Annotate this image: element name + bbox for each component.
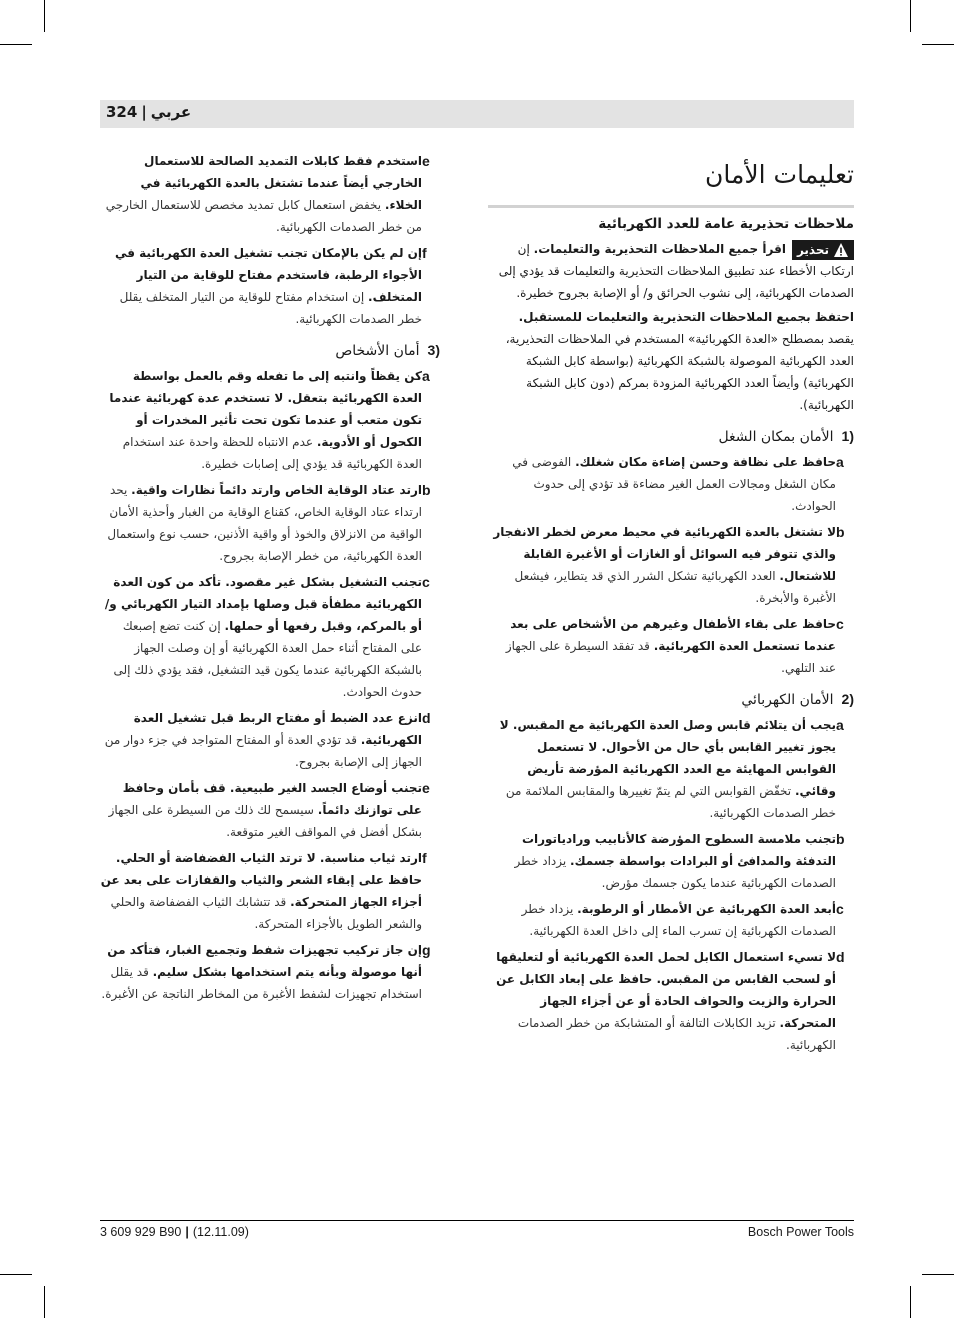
item-bold: تجنب ملامسة السطوح المؤرضة كالأنابيب ورادياتورات التدفئة والمدافئ أو البرادات بواسطة جسمك. xyxy=(521,832,836,868)
header-separator: | xyxy=(141,103,147,121)
item-bold: انزع عدد الضبط أو مفتاح الربط قبل تشغيل العدة الكهربائية. xyxy=(133,711,422,747)
item-bold: تجنب أوضاع الجسد الغير طبيعية. قف بأمان وحافظ على توازنك دائماً. xyxy=(122,781,422,817)
item-letter: g xyxy=(422,942,431,958)
item-text xyxy=(100,365,422,475)
list-item xyxy=(100,571,440,703)
section-number: 2) xyxy=(841,691,854,707)
item-bold: إن جاز تركيب تجهيزات شفط وتجميع الغبار، فتأكد من أنها موصولة وبأنه يتم استخدامها بشكل سليم. xyxy=(107,943,422,979)
list-item xyxy=(100,707,440,773)
item-text xyxy=(100,571,422,703)
item-bold: كن يقظاً وانتبه إلى ما تفعله وقم بالعمل بواسطة العدة الكهربائية بتعقل. لا تستخدم عدة كهربائية عندما تكون متعب أو عندما تكون تحت تأثير المخدرات أو الكحول أو الأدوية. xyxy=(109,369,422,449)
crop-mark xyxy=(44,0,45,32)
footer-doc-info xyxy=(100,1225,249,1239)
item-letter: a xyxy=(836,717,844,733)
section-number: 1) xyxy=(841,428,854,444)
definition-text: يقصد بمصطلح «العدة الكهربائية» المستخدم في الملاحظات التحذيرية، العدد الكهربائية الموصولة بالشبكة الكهربائية (بواسطة كابل الشبكة الكهربائية) وأيضاً العدد الكهربائية المزودة بمركم (دون كابل الشبكة الكهربائية). xyxy=(505,332,854,412)
list-item xyxy=(100,847,440,935)
item-text xyxy=(488,946,836,1056)
list-item xyxy=(488,714,854,824)
warning-paragraph xyxy=(488,238,854,304)
footer-divider xyxy=(100,1220,854,1221)
warning-badge-label: تحذير xyxy=(796,242,829,257)
item-letter: d xyxy=(836,949,845,965)
item-letter: a xyxy=(836,454,844,470)
section-heading-electrical xyxy=(488,691,854,708)
item-bold: يجب أن يتلائم قابس وصل العدة الكهربائية مع المقبس. لا يجوز تغيير القابس بأي حال من الأحوال. لا تستعمل القوابس المهايئة مع العدد الكهربائية المؤرضة تأريض وقائي. xyxy=(499,718,836,798)
page-title: تعليمات الأمان xyxy=(705,160,854,189)
item-plain: تخفّض القوابس التي لم يتمّ تغييرها والمقابس الملائمة من خطر الصدمات الكهربائية. xyxy=(505,784,836,820)
item-text xyxy=(100,939,422,1005)
crop-mark xyxy=(0,1274,32,1275)
doc-date: (12.11.09) xyxy=(192,1225,249,1239)
crop-mark xyxy=(922,44,954,45)
item-letter: c xyxy=(422,574,430,590)
item-plain: إن استخدام مفتاح للوقاية من التيار المتخلف يقلل خطر الصدمات الكهربائية. xyxy=(119,290,422,326)
section-title: الأمان بمكان الشغل xyxy=(718,429,834,445)
item-bold: استخدم فقط كابلات التمديد الصالحة للاستعمال الخارجي أيضاً عندما تشتغل بالعدة الكهربائية في الخلاء. xyxy=(140,154,422,212)
warning-text: إن ارتكاب الأخطاء عند تطبيق الملاحظات التحذيرية والتعليمات قد يؤدي إلى الصدمات الكهربائية، إلى نشوب الحرائق و/ أو الإصابة بجروح خطيرة. xyxy=(498,242,854,300)
list-item xyxy=(100,365,440,475)
crop-mark xyxy=(910,0,911,32)
item-bold: ارتد ثياب مناسبة. لا ترتد الثياب الفضفاضة أو الحلي. حافظ على إبقاء الشعر والثياب والقفازات على بعد عن أجزاء الجهاز المتحركة. xyxy=(100,851,422,909)
section-title: الأمان الكهربائي xyxy=(741,692,834,708)
warning-bold-text: اقرأ جميع الملاحظات التحذيرية والتعليمات. xyxy=(533,242,786,256)
list-item xyxy=(488,946,854,1056)
item-text xyxy=(100,707,422,773)
item-text xyxy=(100,150,422,238)
item-plain: يحد ارتداء عتاد الوقاية الخاص، كقناع الوقاية من الغبار وأحذية الأمان الواقية من الانزلاق والخوذ أو واقية الأذنين، حسب نوع واستعمال العدة الكهربائية، من خطر الإصابة بجروح. xyxy=(107,483,422,563)
item-letter: e xyxy=(422,153,430,169)
item-plain: عدم الانتباه للحظة واحدة عند استخدام العدة الكهربائية قد يؤدي إلى إصابات خطيرة. xyxy=(122,435,422,471)
list-item xyxy=(488,828,854,894)
item-bold: تجنب التشغيل بشكل غير مقصود. تأكد من كون العدة الكهربائية مطفأة قبل وصلها بإمداد التيار الكهربائي و/ أو بالمركم، وقبل رفعها أو حملها. xyxy=(104,575,422,633)
page-header-label xyxy=(106,103,191,121)
crop-mark xyxy=(910,1286,911,1318)
item-text xyxy=(100,242,422,330)
item-text xyxy=(100,847,422,935)
item-plain: قد يقلل استخدام تجهيزات لشفط الأغبرة من المخاطر الناتجة عن الأغبرة. xyxy=(101,965,422,1001)
left-column xyxy=(100,150,440,1009)
list-item xyxy=(100,479,440,567)
item-text xyxy=(488,613,836,679)
item-letter: a xyxy=(422,368,430,384)
item-letter: c xyxy=(836,901,844,917)
section-heading-personal-safety xyxy=(100,342,440,359)
list-item xyxy=(488,898,854,942)
item-bold: لا تشتغل بالعدة الكهربائية في محيط معرض لخطر الانفجار والذي تتوفر فيه السوائل أو الغازات أو الأغبرة القابلة للاشتعال. xyxy=(493,525,836,583)
list-item xyxy=(100,939,440,1005)
item-text xyxy=(100,479,422,567)
section-heading-work-area xyxy=(488,428,854,445)
list-item xyxy=(100,150,440,238)
item-plain: يزداد خطر الصدمات الكهربائية إن تسرب الماء إلى داخل العدة الكهربائية. xyxy=(521,902,836,938)
item-plain: قد تؤدي العدة أو المفتاح المتواجد في جزء دوار من الجهاز إلى الإصابة بجروح. xyxy=(104,733,422,769)
title-divider xyxy=(488,205,854,208)
footer-separator: | xyxy=(185,1225,189,1239)
page-number: 324 xyxy=(106,103,138,121)
item-text xyxy=(488,898,836,942)
item-letter: f xyxy=(422,245,427,261)
item-bold: أبعد العدة الكهربائية عن الأمطار أو الرطوبة. xyxy=(577,902,836,916)
keep-instructions-text: احتفظ بجميع الملاحظات التحذيرية والتعليمات للمستقبل. xyxy=(518,310,854,324)
item-plain: العدد الكهربائية تشكل الشرر الذي قد يتطاير، فيشعل الأغبرة والأبخرة. xyxy=(514,569,836,605)
section-number: 3) xyxy=(427,342,440,358)
item-bold: لا تسيء استعمال الكابل لحمل العدة الكهربائية أو لتعليقها أو لسحب القابس من المقبس. حافظ على إبعاد الكابل عن الحرارة والزيت والحواف الحادة أو عن أجزاء الجهاز المتحركة. xyxy=(496,950,836,1030)
item-plain: قد تفقد السيطرة على الجهاز عند التلهي. xyxy=(505,639,836,675)
item-plain: يزداد خطر الصدمات الكهربائية عندما يكون جسمك مؤرض. xyxy=(514,854,836,890)
footer-brand: Bosch Power Tools xyxy=(747,1225,854,1239)
item-plain: تزيد الكابلات التالفة أو المتشابكة من خطر الصدمات الكهربائية. xyxy=(517,1016,836,1052)
crop-mark xyxy=(922,1274,954,1275)
item-letter: e xyxy=(422,780,430,796)
general-warnings-heading: ملاحظات تحذيرية عامة للعدد الكهربائية xyxy=(598,216,854,232)
page-header xyxy=(100,100,854,128)
item-plain: إن كنت تضع إصبعك على المفتاح أثناء حمل العدة الكهربائية أو إن وصلت الجهاز بالشبكة الكهربائية عندما يكون قيد التشغيل، فقد يؤدي ذلك إلى حدوث الحوادث. xyxy=(113,619,422,699)
item-bold: إن لم يكن بالإمكان تجنب تشغيل العدة الكهربائية في الأجواء الرطبة، فاستخدم مفتاح للوقاية من التيار المتخلف. xyxy=(114,246,422,304)
item-letter: f xyxy=(422,850,427,866)
right-column xyxy=(488,150,854,1060)
doc-number: 3 609 929 B90 xyxy=(100,1225,182,1239)
header-language: عربي xyxy=(150,103,192,121)
warning-triangle-icon xyxy=(833,242,849,258)
list-item xyxy=(100,777,440,843)
crop-mark xyxy=(44,1286,45,1318)
warning-badge xyxy=(792,240,854,260)
item-text xyxy=(488,451,836,517)
item-text xyxy=(488,828,836,894)
list-item xyxy=(488,613,854,679)
item-letter: c xyxy=(836,616,844,632)
item-letter: b xyxy=(836,831,845,847)
item-bold: حافظ على نظافة وحسن إضاءة مكان شغلك. xyxy=(575,455,836,469)
item-letter: d xyxy=(422,710,431,726)
crop-mark xyxy=(0,44,32,45)
item-text xyxy=(488,714,836,824)
item-plain: يخفض استعمال كابل تمديد مخصص للاستعمال الخارجي من خطر الصدمات الكهربائية. xyxy=(105,198,422,234)
list-item xyxy=(488,451,854,517)
item-text xyxy=(488,521,836,609)
item-plain: قد تتشابك الثياب الفضفاضة والحلي والشعر الطويل بالأجزاء المتحركة. xyxy=(110,895,422,931)
item-bold: ارتد عتاد الوقاية الخاص وارتد دائماً نظارات واقية. xyxy=(131,483,422,497)
list-item xyxy=(488,521,854,609)
item-plain: الفوضى في مكان الشغل ومجالات العمل الغير مضاءة قد تؤدي إلى حدوث الحوادث. xyxy=(512,455,836,513)
item-text xyxy=(100,777,422,843)
item-letter: b xyxy=(422,482,431,498)
list-item xyxy=(100,242,440,330)
section-title: أمان الأشخاص xyxy=(335,343,420,359)
item-letter: b xyxy=(836,524,845,540)
item-bold: حافظ على بقاء الأطفال وغيرهم من الأشخاص على بعد عندما تستعمل العدة الكهربائية. xyxy=(510,617,836,653)
item-plain: سيسمح لك ذلك من السيطرة على الجهاز بشكل أفضل في المواقف الغير متوقعة. xyxy=(108,803,422,839)
